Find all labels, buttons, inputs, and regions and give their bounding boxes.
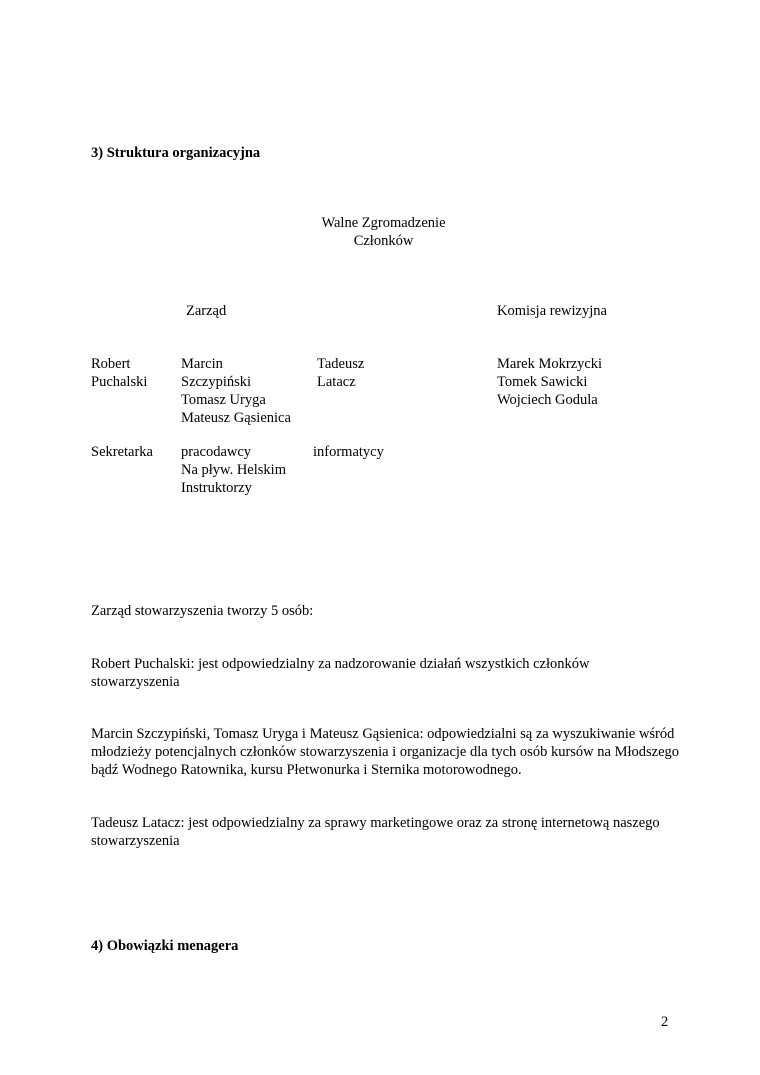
paragraph-robert: Robert Puchalski: jest odpowiedzialny za nadzorowanie działań wszystkich członków stowarzyszenia [91, 656, 590, 690]
member-marcin-group [181, 355, 291, 427]
komisja-member-3: Wojciech Godula [497, 392, 598, 408]
paragraph-marcin-group: Marcin Szczypiński, Tomasz Uryga i Mateusz Gąsienica: odpowiedzialni są za wyszukiwanie wśród młodzieży potencjalnych członków stowarzyszenia i organizacje dla tych osób kursów na Młodszego bądź Wodnego Ratownika, kursu Płetwonurka i Sternika motorowodnego. [91, 726, 680, 778]
member-marcin-line1: Marcin [181, 356, 223, 372]
sub-pracodawcy-line1: pracodawcy [181, 444, 252, 460]
member-robert-line2: Puchalski [91, 374, 148, 390]
paragraph-tadeusz: Tadeusz Latacz: jest odpowiedzialny za sprawy marketingowe oraz za stronę internetową naszego stowarzyszenia [91, 815, 660, 849]
sub-informatycy: informatycy [313, 444, 384, 460]
section-3-heading: 3) Struktura organizacyjna [91, 145, 261, 161]
member-tomasz: Tomasz Uryga [181, 392, 266, 408]
org-top-node [316, 214, 451, 250]
org-top-line2: Członków [353, 233, 414, 249]
sub-pracodawcy [181, 443, 286, 497]
member-tadeusz-line2: Latacz [317, 374, 356, 390]
member-marcin-line2: Szczypiński [181, 374, 252, 390]
sub-sekretarka: Sekretarka [91, 444, 153, 460]
komisja-label: Komisja rewizyjna [497, 303, 607, 319]
member-mateusz: Mateusz Gąsienica [181, 410, 291, 426]
paragraph-board-intro: Zarząd stowarzyszenia tworzy 5 osób: [91, 603, 314, 619]
member-robert-line1: Robert [91, 356, 131, 372]
member-tadeusz-line1: Tadeusz [317, 356, 365, 372]
sub-pracodawcy-line2: Na pływ. Helskim [181, 462, 286, 478]
sub-pracodawcy-line3: Instruktorzy [181, 480, 252, 496]
page-number: 2 [661, 1014, 669, 1030]
member-robert [91, 355, 147, 391]
zarzad-label: Zarząd [186, 303, 227, 319]
member-tadeusz [317, 355, 364, 391]
komisja-member-1: Marek Mokrzycki [497, 356, 603, 372]
section-4-heading: 4) Obowiązki menagera [91, 938, 239, 954]
org-top-line1: Walne Zgromadzenie [321, 215, 446, 231]
komisja-members [497, 355, 602, 409]
komisja-member-2: Tomek Sawicki [497, 374, 588, 390]
